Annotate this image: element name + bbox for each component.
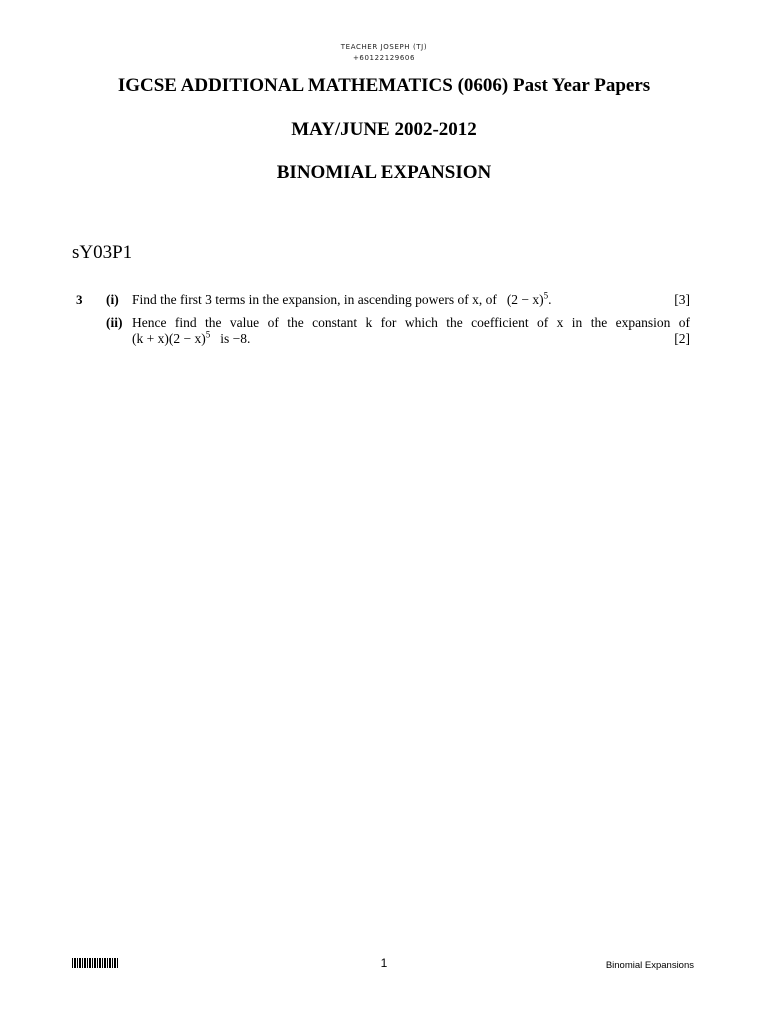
paper-code: sY03P1 xyxy=(72,242,133,263)
topic-title: BINOMIAL EXPANSION xyxy=(276,162,492,183)
part-text: is −8. xyxy=(220,331,251,346)
teacher-name: TEACHER JOSEPH (TJ) xyxy=(340,43,428,51)
teacher-phone: +60122129606 xyxy=(352,54,416,62)
marks-allocation: [3] xyxy=(674,292,690,307)
document-title: IGCSE ADDITIONAL MATHEMATICS (0606) Past Year Papers xyxy=(117,75,651,96)
question-number: 3 xyxy=(76,292,83,307)
part-text-line-2 xyxy=(132,331,690,347)
exponent: 5 xyxy=(543,290,549,301)
part-text: Find the first 3 terms in the expansion, in ascending powers of x, of xyxy=(132,292,497,307)
page-number: 1 xyxy=(380,956,388,970)
footer-section-label: Binomial Expansions xyxy=(605,960,694,971)
marks-allocation: [2] xyxy=(674,331,690,346)
teacher-header xyxy=(0,42,768,64)
part-label: (ii) xyxy=(106,315,123,330)
math-expression: $(k + x)(2 - x)^5$ xyxy=(132,329,211,346)
exponent: 5 xyxy=(205,329,211,340)
part-label: (i) xyxy=(106,292,119,307)
math-expression: $(2 - x)^5$ xyxy=(506,290,549,307)
part-text-line: Hence find the value of the constant k for which the coefficient of x in the expansion of xyxy=(132,315,690,330)
trailing-punctuation: . xyxy=(548,292,552,307)
part-text-line xyxy=(132,292,690,308)
date-range-title: MAY/JUNE 2002-2012 xyxy=(291,119,477,140)
